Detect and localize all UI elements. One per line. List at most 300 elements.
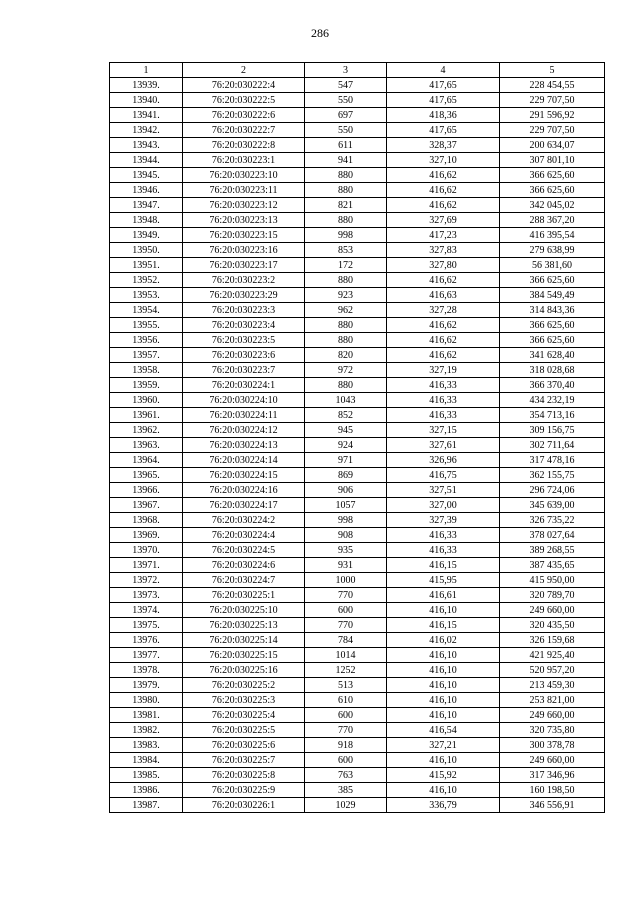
table-row	[110, 558, 605, 573]
row-number-cell: 13966.	[110, 483, 183, 498]
cadastral-number-cell: 76:20:030225:13	[183, 618, 305, 633]
area-cell: 1043	[305, 393, 387, 408]
value-cell: 213 459,30	[500, 678, 605, 693]
table-row	[110, 363, 605, 378]
cadastral-number-cell: 76:20:030224:5	[183, 543, 305, 558]
table-row	[110, 333, 605, 348]
rate-cell: 416,62	[387, 183, 500, 198]
table-row	[110, 798, 605, 813]
rate-cell: 416,33	[387, 408, 500, 423]
value-cell: 354 713,16	[500, 408, 605, 423]
rate-cell: 327,80	[387, 258, 500, 273]
value-cell: 345 639,00	[500, 498, 605, 513]
table-header-row	[110, 63, 605, 78]
table-row	[110, 573, 605, 588]
value-cell: 366 625,60	[500, 333, 605, 348]
rate-cell: 416,10	[387, 753, 500, 768]
rate-cell: 417,23	[387, 228, 500, 243]
value-cell: 249 660,00	[500, 603, 605, 618]
rate-cell: 327,21	[387, 738, 500, 753]
table-row	[110, 498, 605, 513]
cadastral-number-cell: 76:20:030223:16	[183, 243, 305, 258]
rate-cell: 416,62	[387, 273, 500, 288]
row-number-cell: 13987.	[110, 798, 183, 813]
rate-cell: 327,61	[387, 438, 500, 453]
area-cell: 600	[305, 603, 387, 618]
table-row	[110, 678, 605, 693]
row-number-cell: 13986.	[110, 783, 183, 798]
cadastral-number-cell: 76:20:030223:11	[183, 183, 305, 198]
table-row	[110, 633, 605, 648]
value-cell: 229 707,50	[500, 93, 605, 108]
row-number-cell: 13985.	[110, 768, 183, 783]
rate-cell: 416,63	[387, 288, 500, 303]
data-table	[109, 62, 605, 813]
table-row	[110, 258, 605, 273]
table-row	[110, 288, 605, 303]
cadastral-number-cell: 76:20:030224:14	[183, 453, 305, 468]
cadastral-number-cell: 76:20:030224:11	[183, 408, 305, 423]
row-number-cell: 13946.	[110, 183, 183, 198]
rate-cell: 327,83	[387, 243, 500, 258]
row-number-cell: 13949.	[110, 228, 183, 243]
rate-cell: 327,10	[387, 153, 500, 168]
area-cell: 547	[305, 78, 387, 93]
area-cell: 763	[305, 768, 387, 783]
table-row	[110, 513, 605, 528]
cadastral-number-cell: 76:20:030223:12	[183, 198, 305, 213]
rate-cell: 416,62	[387, 348, 500, 363]
value-cell: 389 268,55	[500, 543, 605, 558]
row-number-cell: 13941.	[110, 108, 183, 123]
rate-cell: 415,95	[387, 573, 500, 588]
area-cell: 924	[305, 438, 387, 453]
value-cell: 326 735,22	[500, 513, 605, 528]
cadastral-number-cell: 76:20:030223:3	[183, 303, 305, 318]
area-cell: 880	[305, 273, 387, 288]
row-number-cell: 13950.	[110, 243, 183, 258]
cadastral-number-cell: 76:20:030225:14	[183, 633, 305, 648]
table-row	[110, 768, 605, 783]
row-number-cell: 13970.	[110, 543, 183, 558]
rate-cell: 416,33	[387, 543, 500, 558]
value-cell: 320 435,50	[500, 618, 605, 633]
value-cell: 366 370,40	[500, 378, 605, 393]
rate-cell: 416,10	[387, 693, 500, 708]
area-cell: 611	[305, 138, 387, 153]
rate-cell: 327,39	[387, 513, 500, 528]
cadastral-number-cell: 76:20:030224:7	[183, 573, 305, 588]
cadastral-number-cell: 76:20:030224:13	[183, 438, 305, 453]
row-number-cell: 13960.	[110, 393, 183, 408]
table-row	[110, 198, 605, 213]
rate-cell: 417,65	[387, 78, 500, 93]
row-number-cell: 13951.	[110, 258, 183, 273]
row-number-cell: 13979.	[110, 678, 183, 693]
row-number-cell: 13964.	[110, 453, 183, 468]
rate-cell: 327,28	[387, 303, 500, 318]
area-cell: 853	[305, 243, 387, 258]
value-cell: 415 950,00	[500, 573, 605, 588]
area-cell: 880	[305, 213, 387, 228]
row-number-cell: 13943.	[110, 138, 183, 153]
area-cell: 1029	[305, 798, 387, 813]
value-cell: 228 454,55	[500, 78, 605, 93]
table-row	[110, 228, 605, 243]
row-number-cell: 13973.	[110, 588, 183, 603]
value-cell: 520 957,20	[500, 663, 605, 678]
table-row	[110, 603, 605, 618]
row-number-cell: 13942.	[110, 123, 183, 138]
row-number-cell: 13940.	[110, 93, 183, 108]
area-cell: 1000	[305, 573, 387, 588]
cadastral-number-cell: 76:20:030223:29	[183, 288, 305, 303]
table-row	[110, 318, 605, 333]
table-row	[110, 723, 605, 738]
table-row	[110, 453, 605, 468]
area-cell: 550	[305, 123, 387, 138]
value-cell: 318 028,68	[500, 363, 605, 378]
cadastral-number-cell: 76:20:030224:12	[183, 423, 305, 438]
cadastral-number-cell: 76:20:030225:1	[183, 588, 305, 603]
rate-cell: 416,02	[387, 633, 500, 648]
area-cell: 600	[305, 753, 387, 768]
cadastral-number-cell: 76:20:030224:4	[183, 528, 305, 543]
rate-cell: 416,10	[387, 648, 500, 663]
cadastral-number-cell: 76:20:030223:2	[183, 273, 305, 288]
column-header: 4	[387, 63, 500, 78]
row-number-cell: 13947.	[110, 198, 183, 213]
value-cell: 307 801,10	[500, 153, 605, 168]
rate-cell: 416,33	[387, 393, 500, 408]
cadastral-number-cell: 76:20:030225:15	[183, 648, 305, 663]
area-cell: 784	[305, 633, 387, 648]
cadastral-number-cell: 76:20:030225:5	[183, 723, 305, 738]
cadastral-number-cell: 76:20:030222:5	[183, 93, 305, 108]
rate-cell: 416,10	[387, 663, 500, 678]
area-cell: 821	[305, 198, 387, 213]
area-cell: 385	[305, 783, 387, 798]
cadastral-number-cell: 76:20:030224:10	[183, 393, 305, 408]
value-cell: 309 156,75	[500, 423, 605, 438]
row-number-cell: 13944.	[110, 153, 183, 168]
cadastral-number-cell: 76:20:030222:8	[183, 138, 305, 153]
row-number-cell: 13971.	[110, 558, 183, 573]
cadastral-number-cell: 76:20:030223:7	[183, 363, 305, 378]
rate-cell: 326,96	[387, 453, 500, 468]
rate-cell: 416,62	[387, 318, 500, 333]
area-cell: 1014	[305, 648, 387, 663]
value-cell: 296 724,06	[500, 483, 605, 498]
value-cell: 320 735,80	[500, 723, 605, 738]
area-cell: 820	[305, 348, 387, 363]
cadastral-number-cell: 76:20:030224:1	[183, 378, 305, 393]
value-cell: 288 367,20	[500, 213, 605, 228]
row-number-cell: 13958.	[110, 363, 183, 378]
cadastral-number-cell: 76:20:030225:7	[183, 753, 305, 768]
row-number-cell: 13961.	[110, 408, 183, 423]
cadastral-number-cell: 76:20:030223:6	[183, 348, 305, 363]
rate-cell: 416,15	[387, 618, 500, 633]
value-cell: 434 232,19	[500, 393, 605, 408]
cadastral-number-cell: 76:20:030223:4	[183, 318, 305, 333]
rate-cell: 415,92	[387, 768, 500, 783]
value-cell: 253 821,00	[500, 693, 605, 708]
cadastral-number-cell: 76:20:030223:1	[183, 153, 305, 168]
table-row	[110, 468, 605, 483]
column-header: 1	[110, 63, 183, 78]
area-cell: 770	[305, 723, 387, 738]
rate-cell: 418,36	[387, 108, 500, 123]
rate-cell: 416,62	[387, 198, 500, 213]
area-cell: 880	[305, 168, 387, 183]
table-row	[110, 168, 605, 183]
row-number-cell: 13975.	[110, 618, 183, 633]
value-cell: 378 027,64	[500, 528, 605, 543]
column-header: 3	[305, 63, 387, 78]
value-cell: 366 625,60	[500, 273, 605, 288]
value-cell: 366 625,60	[500, 318, 605, 333]
area-cell: 1057	[305, 498, 387, 513]
value-cell: 346 556,91	[500, 798, 605, 813]
cadastral-number-cell: 76:20:030224:16	[183, 483, 305, 498]
cadastral-number-cell: 76:20:030225:8	[183, 768, 305, 783]
value-cell: 416 395,54	[500, 228, 605, 243]
table-row	[110, 393, 605, 408]
area-cell: 908	[305, 528, 387, 543]
cadastral-number-cell: 76:20:030222:4	[183, 78, 305, 93]
value-cell: 314 843,36	[500, 303, 605, 318]
table-row	[110, 213, 605, 228]
row-number-cell: 13969.	[110, 528, 183, 543]
row-number-cell: 13952.	[110, 273, 183, 288]
area-cell: 770	[305, 618, 387, 633]
value-cell: 387 435,65	[500, 558, 605, 573]
rate-cell: 416,33	[387, 378, 500, 393]
table-row	[110, 138, 605, 153]
cadastral-number-cell: 76:20:030222:6	[183, 108, 305, 123]
rate-cell: 327,19	[387, 363, 500, 378]
cadastral-number-cell: 76:20:030226:1	[183, 798, 305, 813]
table-row	[110, 303, 605, 318]
value-cell: 249 660,00	[500, 708, 605, 723]
area-cell: 697	[305, 108, 387, 123]
area-cell: 923	[305, 288, 387, 303]
cadastral-number-cell: 76:20:030223:5	[183, 333, 305, 348]
row-number-cell: 13977.	[110, 648, 183, 663]
cadastral-number-cell: 76:20:030225:16	[183, 663, 305, 678]
value-cell: 56 381,60	[500, 258, 605, 273]
table-row	[110, 78, 605, 93]
table-row	[110, 483, 605, 498]
area-cell: 931	[305, 558, 387, 573]
column-header: 2	[183, 63, 305, 78]
row-number-cell: 13955.	[110, 318, 183, 333]
area-cell: 1252	[305, 663, 387, 678]
value-cell: 300 378,78	[500, 738, 605, 753]
row-number-cell: 13968.	[110, 513, 183, 528]
cadastral-number-cell: 76:20:030224:17	[183, 498, 305, 513]
value-cell: 384 549,49	[500, 288, 605, 303]
table-row	[110, 693, 605, 708]
table-row	[110, 183, 605, 198]
area-cell: 172	[305, 258, 387, 273]
row-number-cell: 13945.	[110, 168, 183, 183]
rate-cell: 416,33	[387, 528, 500, 543]
rate-cell: 327,69	[387, 213, 500, 228]
value-cell: 200 634,07	[500, 138, 605, 153]
area-cell: 880	[305, 318, 387, 333]
value-cell: 317 346,96	[500, 768, 605, 783]
area-cell: 971	[305, 453, 387, 468]
table-row	[110, 648, 605, 663]
row-number-cell: 13959.	[110, 378, 183, 393]
rate-cell: 417,65	[387, 123, 500, 138]
table-row	[110, 708, 605, 723]
rate-cell: 416,10	[387, 678, 500, 693]
row-number-cell: 13953.	[110, 288, 183, 303]
table-row	[110, 738, 605, 753]
row-number-cell: 13984.	[110, 753, 183, 768]
value-cell: 341 628,40	[500, 348, 605, 363]
cadastral-number-cell: 76:20:030225:10	[183, 603, 305, 618]
rate-cell: 416,75	[387, 468, 500, 483]
table-row	[110, 618, 605, 633]
row-number-cell: 13965.	[110, 468, 183, 483]
value-cell: 317 478,16	[500, 453, 605, 468]
area-cell: 972	[305, 363, 387, 378]
area-cell: 880	[305, 183, 387, 198]
rate-cell: 416,62	[387, 168, 500, 183]
row-number-cell: 13962.	[110, 423, 183, 438]
table-row	[110, 93, 605, 108]
area-cell: 998	[305, 513, 387, 528]
row-number-cell: 13983.	[110, 738, 183, 753]
area-cell: 600	[305, 708, 387, 723]
cadastral-number-cell: 76:20:030223:10	[183, 168, 305, 183]
value-cell: 160 198,50	[500, 783, 605, 798]
table-row	[110, 423, 605, 438]
rate-cell: 327,00	[387, 498, 500, 513]
cadastral-number-cell: 76:20:030225:3	[183, 693, 305, 708]
rate-cell: 416,10	[387, 603, 500, 618]
table-row	[110, 408, 605, 423]
row-number-cell: 13957.	[110, 348, 183, 363]
table-row	[110, 438, 605, 453]
cadastral-number-cell: 76:20:030223:17	[183, 258, 305, 273]
area-cell: 610	[305, 693, 387, 708]
value-cell: 366 625,60	[500, 183, 605, 198]
table-row	[110, 108, 605, 123]
cadastral-number-cell: 76:20:030224:15	[183, 468, 305, 483]
value-cell: 366 625,60	[500, 168, 605, 183]
row-number-cell: 13980.	[110, 693, 183, 708]
area-cell: 852	[305, 408, 387, 423]
table-row	[110, 243, 605, 258]
cadastral-number-cell: 76:20:030225:6	[183, 738, 305, 753]
rate-cell: 417,65	[387, 93, 500, 108]
cadastral-number-cell: 76:20:030223:13	[183, 213, 305, 228]
table-row	[110, 663, 605, 678]
table-body	[110, 78, 605, 813]
area-cell: 962	[305, 303, 387, 318]
table-row	[110, 528, 605, 543]
value-cell: 291 596,92	[500, 108, 605, 123]
row-number-cell: 13981.	[110, 708, 183, 723]
table-row	[110, 783, 605, 798]
value-cell: 362 155,75	[500, 468, 605, 483]
cadastral-number-cell: 76:20:030225:4	[183, 708, 305, 723]
row-number-cell: 13976.	[110, 633, 183, 648]
value-cell: 326 159,68	[500, 633, 605, 648]
cadastral-number-cell: 76:20:030222:7	[183, 123, 305, 138]
row-number-cell: 13939.	[110, 78, 183, 93]
area-cell: 880	[305, 378, 387, 393]
value-cell: 302 711,64	[500, 438, 605, 453]
rate-cell: 327,15	[387, 423, 500, 438]
area-cell: 998	[305, 228, 387, 243]
rate-cell: 328,37	[387, 138, 500, 153]
area-cell: 918	[305, 738, 387, 753]
table-row	[110, 378, 605, 393]
table-row	[110, 153, 605, 168]
value-cell: 229 707,50	[500, 123, 605, 138]
table-row	[110, 123, 605, 138]
cadastral-number-cell: 76:20:030223:15	[183, 228, 305, 243]
area-cell: 945	[305, 423, 387, 438]
area-cell: 513	[305, 678, 387, 693]
row-number-cell: 13963.	[110, 438, 183, 453]
row-number-cell: 13972.	[110, 573, 183, 588]
area-cell: 770	[305, 588, 387, 603]
rate-cell: 327,51	[387, 483, 500, 498]
table-row	[110, 543, 605, 558]
rate-cell: 416,15	[387, 558, 500, 573]
rate-cell: 336,79	[387, 798, 500, 813]
row-number-cell: 13954.	[110, 303, 183, 318]
cadastral-number-cell: 76:20:030224:2	[183, 513, 305, 528]
row-number-cell: 13948.	[110, 213, 183, 228]
area-cell: 941	[305, 153, 387, 168]
rate-cell: 416,62	[387, 333, 500, 348]
table-row	[110, 753, 605, 768]
row-number-cell: 13974.	[110, 603, 183, 618]
value-cell: 342 045,02	[500, 198, 605, 213]
value-cell: 249 660,00	[500, 753, 605, 768]
cadastral-number-cell: 76:20:030225:9	[183, 783, 305, 798]
value-cell: 279 638,99	[500, 243, 605, 258]
area-cell: 869	[305, 468, 387, 483]
value-cell: 320 789,70	[500, 588, 605, 603]
table-row	[110, 588, 605, 603]
area-cell: 935	[305, 543, 387, 558]
table-row	[110, 273, 605, 288]
row-number-cell: 13978.	[110, 663, 183, 678]
rate-cell: 416,61	[387, 588, 500, 603]
area-cell: 906	[305, 483, 387, 498]
row-number-cell: 13956.	[110, 333, 183, 348]
area-cell: 550	[305, 93, 387, 108]
table-row	[110, 348, 605, 363]
area-cell: 880	[305, 333, 387, 348]
rate-cell: 416,10	[387, 708, 500, 723]
row-number-cell: 13967.	[110, 498, 183, 513]
row-number-cell: 13982.	[110, 723, 183, 738]
column-header: 5	[500, 63, 605, 78]
page-number: 286	[311, 26, 329, 40]
rate-cell: 416,54	[387, 723, 500, 738]
cadastral-number-cell: 76:20:030225:2	[183, 678, 305, 693]
